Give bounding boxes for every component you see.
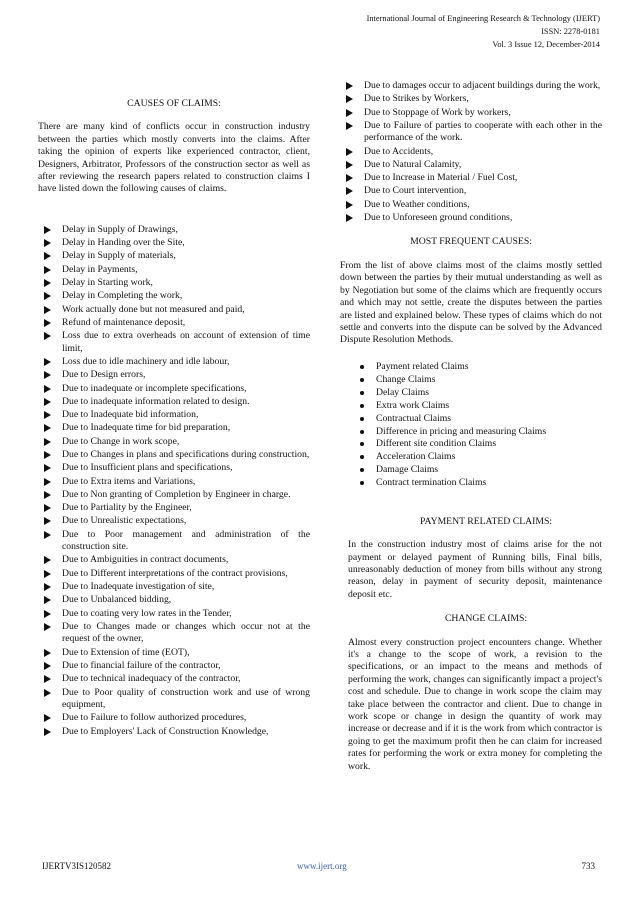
cause-item: Due to Design errors, bbox=[38, 369, 310, 381]
cause-item: Due to Poor quality of construction work and use of wrong equipment, bbox=[38, 687, 310, 712]
change-claims-paragraph: Almost every construction project encounters change. Whether it's a change to the scope of work, a revision to the specifications, or an impact to the means and methods of performing the work, changes can significantly impact a project's cost and schedule. Due to change in work scope the claim may take place between the contractor and client. Due to change in work scope or change in design the quantity of work may increase or decrease and if it is the work from which contractor is going to get the maximum profit then he can claim for increased rates for performing the work or extra money for completing the work. bbox=[348, 636, 602, 772]
cause-item: Due to Unrealistic expectations, bbox=[38, 515, 310, 527]
cause-item: Refund of maintenance deposit, bbox=[38, 317, 310, 329]
cause-item: Due to Extra items and Variations, bbox=[38, 476, 310, 488]
cause-item: Due to Different interpretations of the contract provisions, bbox=[38, 568, 310, 580]
cause-item: Due to Increase in Material / Fuel Cost, bbox=[340, 172, 602, 184]
paper-id: IJERTV3IS120582 bbox=[42, 861, 111, 871]
cause-item: Delay in Payments, bbox=[38, 264, 310, 276]
cause-item: Due to Changes made or changes which occur not at the request of the owner, bbox=[38, 621, 310, 646]
cause-item: Loss due to extra overheads on account of extension of time limit, bbox=[38, 330, 310, 355]
cause-item: Due to Partiality by the Engineer, bbox=[38, 502, 310, 514]
claim-type-item: Delay Claims bbox=[360, 387, 602, 399]
cause-item: Due to Ambiguities in contract documents, bbox=[38, 554, 310, 566]
frequent-causes-heading: MOST FREQUENT CAUSES: bbox=[410, 236, 532, 248]
cause-item: Due to Weather conditions, bbox=[340, 199, 602, 211]
volume-issue: Vol. 3 Issue 12, December-2014 bbox=[492, 40, 600, 49]
payment-claims-heading: PAYMENT RELATED CLAIMS: bbox=[419, 515, 553, 527]
frequent-causes-paragraph: From the list of above claims most of the claims mostly settled down between the parties by their mutual understanding as well as by Negotiation but some of the claims which are frequently occurs and which may not settle, create the disputes between the parties are listed and explained below. These types of claims which do not settle and converts into the dispute can be solved by the Advanced Dispute Resolution Methods. bbox=[340, 259, 602, 346]
cause-item: Due to Changes in plans and specifications during construction, bbox=[38, 449, 310, 461]
cause-item: Work actually done but not measured and paid, bbox=[38, 304, 310, 316]
causes-list bbox=[38, 224, 310, 738]
cause-item: Due to Non granting of Completion by Engineer in charge. bbox=[38, 489, 310, 501]
claim-type-item: Change Claims bbox=[360, 374, 602, 386]
cause-item: Delay in Supply of Drawings, bbox=[38, 224, 310, 236]
cause-item: Due to Stoppage of Work by workers, bbox=[340, 107, 602, 119]
cause-item: Due to Failure to follow authorized procedures, bbox=[38, 712, 310, 724]
payment-claims-paragraph: In the construction industry most of claims arise for the not payment or delayed payment of Running bills, Final bills, unreasonably deduction of money from bills without any strong reason, delay in payment of security deposit, maintenance deposit etc. bbox=[348, 539, 602, 600]
website-link[interactable]: www.ijert.org bbox=[297, 861, 347, 871]
cause-item: Due to Court intervention, bbox=[340, 185, 602, 197]
causes-intro: There are many kind of conflicts occur in construction industry between the parties which mostly converts into the claims. After taking the opinion of experts like experienced contractor, client, Designers, Arbitrator, Professors of the construction sector as well as after reviewing the research papers related to construction claims I have listed down the following causes of claims. bbox=[38, 121, 310, 195]
page-number: 733 bbox=[581, 861, 595, 871]
claim-type-item: Contract termination Claims bbox=[360, 477, 602, 489]
cause-item: Loss due to idle machinery and idle labour, bbox=[38, 356, 310, 368]
cause-item: Delay in Supply of materials, bbox=[38, 250, 310, 262]
cause-item: Due to technical inadequacy of the contractor, bbox=[38, 673, 310, 685]
claim-type-item: Acceleration Claims bbox=[360, 451, 602, 463]
cause-item: Due to Extension of time (EOT), bbox=[38, 647, 310, 659]
claim-types-list bbox=[360, 361, 602, 490]
cause-item: Due to Poor management and administration of the construction site. bbox=[38, 529, 310, 554]
cause-item: Due to Accidents, bbox=[340, 146, 602, 158]
left-column bbox=[38, 98, 310, 739]
cause-item: Delay in Completing the work, bbox=[38, 290, 310, 302]
claim-type-item: Extra work Claims bbox=[360, 400, 602, 412]
cause-item: Due to financial failure of the contractor, bbox=[38, 660, 310, 672]
claim-type-item: Payment related Claims bbox=[360, 361, 602, 373]
cause-item: Due to Inadequate investigation of site, bbox=[38, 581, 310, 593]
cause-item: Due to Unbalanced bidding, bbox=[38, 594, 310, 606]
cause-item: Delay in Handing over the Site, bbox=[38, 237, 310, 249]
journal-name: International Journal of Engineering Research & Technology (IJERT) bbox=[366, 14, 600, 23]
right-column bbox=[340, 80, 602, 773]
claim-type-item: Damage Claims bbox=[360, 464, 602, 476]
cause-item: Due to inadequate or incomplete specifications, bbox=[38, 383, 310, 395]
change-claims-heading: CHANGE CLAIMS: bbox=[444, 613, 528, 625]
causes-list-continued bbox=[340, 80, 602, 224]
cause-item: Due to Strikes by Workers, bbox=[340, 93, 602, 105]
cause-item: Due to Insufficient plans and specifications, bbox=[38, 462, 310, 474]
cause-item: Due to Inadequate time for bid preparation, bbox=[38, 422, 310, 434]
claim-type-item: Different site condition Claims bbox=[360, 438, 602, 450]
cause-item: Due to Failure of parties to cooperate with each other in the performance of the work. bbox=[340, 120, 602, 145]
cause-item: Due to Inadequate bid information, bbox=[38, 409, 310, 421]
cause-item: Delay in Starting work, bbox=[38, 277, 310, 289]
cause-item: Due to inadequate information related to design. bbox=[38, 396, 310, 408]
claim-type-item: Contractual Claims bbox=[360, 413, 602, 425]
claim-type-item: Difference in pricing and measuring Claims bbox=[360, 426, 602, 438]
causes-heading: CAUSES OF CLAIMS: bbox=[127, 98, 221, 109]
cause-item: Due to Unforeseen ground conditions, bbox=[340, 212, 602, 224]
cause-item: Due to Change in work scope, bbox=[38, 436, 310, 448]
journal-header bbox=[367, 12, 600, 51]
cause-item: Due to Employers' Lack of Construction Knowledge, bbox=[38, 726, 310, 738]
cause-item: Due to Natural Calamity, bbox=[340, 159, 602, 171]
issn: ISSN: 2278-0181 bbox=[541, 27, 600, 36]
cause-item: Due to coating very low rates in the Tender, bbox=[38, 608, 310, 620]
cause-item: Due to damages occur to adjacent buildings during the work, bbox=[340, 80, 602, 92]
